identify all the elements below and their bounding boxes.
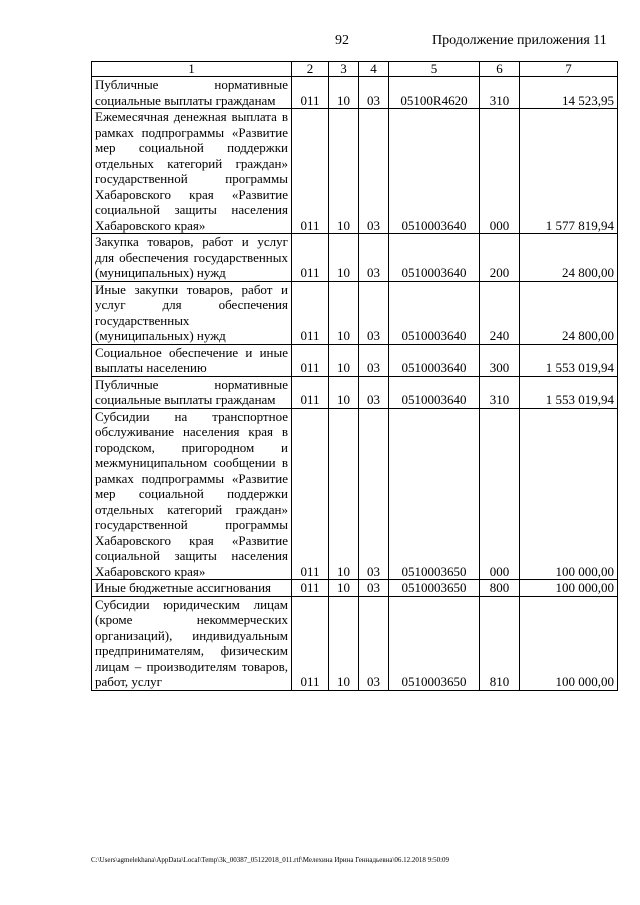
section-code: 10 bbox=[329, 234, 359, 282]
amount: 100 000,00 bbox=[520, 596, 618, 690]
section-code: 10 bbox=[329, 109, 359, 234]
subsection-code: 03 bbox=[359, 344, 389, 376]
table-row bbox=[92, 281, 618, 344]
target-article: 0510003640 bbox=[389, 344, 480, 376]
admin-code: 011 bbox=[292, 344, 329, 376]
table-row bbox=[92, 77, 618, 109]
admin-code: 011 bbox=[292, 234, 329, 282]
expense-type: 310 bbox=[480, 376, 520, 408]
target-article: 0510003640 bbox=[389, 234, 480, 282]
target-article: 0510003640 bbox=[389, 376, 480, 408]
admin-code: 011 bbox=[292, 77, 329, 109]
section-code: 10 bbox=[329, 344, 359, 376]
expense-type: 800 bbox=[480, 580, 520, 597]
amount: 1 553 019,94 bbox=[520, 344, 618, 376]
amount: 100 000,00 bbox=[520, 408, 618, 580]
row-name: Социальное обеспечение и иные выплаты населению bbox=[92, 344, 292, 376]
expense-type: 300 bbox=[480, 344, 520, 376]
table-row bbox=[92, 109, 618, 234]
table-header-row bbox=[92, 62, 618, 77]
row-name: Публичные нормативные социальные выплаты гражданам bbox=[92, 376, 292, 408]
column-header: 4 bbox=[359, 62, 389, 77]
row-name: Иные бюджетные ассигнования bbox=[92, 580, 292, 597]
table-row bbox=[92, 234, 618, 282]
admin-code: 011 bbox=[292, 408, 329, 580]
column-header: 1 bbox=[92, 62, 292, 77]
target-article: 0510003650 bbox=[389, 596, 480, 690]
expense-type: 810 bbox=[480, 596, 520, 690]
column-header: 2 bbox=[292, 62, 329, 77]
admin-code: 011 bbox=[292, 281, 329, 344]
row-name: Публичные нормативные социальные выплаты гражданам bbox=[92, 77, 292, 109]
section-code: 10 bbox=[329, 580, 359, 597]
subsection-code: 03 bbox=[359, 408, 389, 580]
column-header: 6 bbox=[480, 62, 520, 77]
subsection-code: 03 bbox=[359, 580, 389, 597]
amount: 100 000,00 bbox=[520, 580, 618, 597]
target-article: 0510003650 bbox=[389, 408, 480, 580]
subsection-code: 03 bbox=[359, 376, 389, 408]
target-article: 0510003650 bbox=[389, 580, 480, 597]
continuation-label: Продолжение приложения 11 bbox=[432, 33, 607, 48]
table-row bbox=[92, 596, 618, 690]
section-code: 10 bbox=[329, 408, 359, 580]
row-name: Субсидии юридическим лицам (кроме некоммерческих организаций), индивидуальным предпринимателям, физическим лицам – производителям товаров, работ, услуг bbox=[92, 596, 292, 690]
page-number: 92 bbox=[335, 33, 349, 48]
row-name: Субсидии на транспортное обслуживание населения края в городском, пригородном и межмуниципальном сообщении в рамках подпрограммы «Развитие мер социальной поддержки отдельных категорий граждан» государственной программы Хабаровского края «Развитие социальной защиты населения Хабаровского края» bbox=[92, 408, 292, 580]
subsection-code: 03 bbox=[359, 109, 389, 234]
admin-code: 011 bbox=[292, 580, 329, 597]
expense-type: 310 bbox=[480, 77, 520, 109]
expense-type: 000 bbox=[480, 109, 520, 234]
amount: 24 800,00 bbox=[520, 234, 618, 282]
admin-code: 011 bbox=[292, 376, 329, 408]
subsection-code: 03 bbox=[359, 281, 389, 344]
target-article: 0510003640 bbox=[389, 281, 480, 344]
target-article: 0510003640 bbox=[389, 109, 480, 234]
row-name: Ежемесячная денежная выплата в рамках подпрограммы «Развитие мер социальной поддержки отдельных категорий граждан» государственной программы Хабаровского края «Развитие социальной защиты населения Хабаровского края» bbox=[92, 109, 292, 234]
target-article: 05100R4620 bbox=[389, 77, 480, 109]
subsection-code: 03 bbox=[359, 234, 389, 282]
expense-type: 000 bbox=[480, 408, 520, 580]
table-row bbox=[92, 408, 618, 580]
file-path-footer: C:\Users\agmelekhana\AppData\Local\Temp\3k_00387_05122018_011.rtf\Мелехина Ирина Геннадьевна\06.12.2018 9:50:09 bbox=[91, 856, 450, 864]
table-row bbox=[92, 376, 618, 408]
section-code: 10 bbox=[329, 376, 359, 408]
section-code: 10 bbox=[329, 77, 359, 109]
column-header: 3 bbox=[329, 62, 359, 77]
row-name: Закупка товаров, работ и услуг для обеспечения государственных (муниципальных) нужд bbox=[92, 234, 292, 282]
amount: 24 800,00 bbox=[520, 281, 618, 344]
expense-type: 240 bbox=[480, 281, 520, 344]
row-name: Иные закупки товаров, работ и услуг для обеспечения государственных (муниципальных) нужд bbox=[92, 281, 292, 344]
budget-table bbox=[91, 61, 618, 691]
column-header: 7 bbox=[520, 62, 618, 77]
expense-type: 200 bbox=[480, 234, 520, 282]
amount: 14 523,95 bbox=[520, 77, 618, 109]
admin-code: 011 bbox=[292, 596, 329, 690]
section-code: 10 bbox=[329, 281, 359, 344]
column-header: 5 bbox=[389, 62, 480, 77]
table-row bbox=[92, 580, 618, 597]
section-code: 10 bbox=[329, 596, 359, 690]
subsection-code: 03 bbox=[359, 77, 389, 109]
amount: 1 577 819,94 bbox=[520, 109, 618, 234]
admin-code: 011 bbox=[292, 109, 329, 234]
amount: 1 553 019,94 bbox=[520, 376, 618, 408]
table-row bbox=[92, 344, 618, 376]
subsection-code: 03 bbox=[359, 596, 389, 690]
